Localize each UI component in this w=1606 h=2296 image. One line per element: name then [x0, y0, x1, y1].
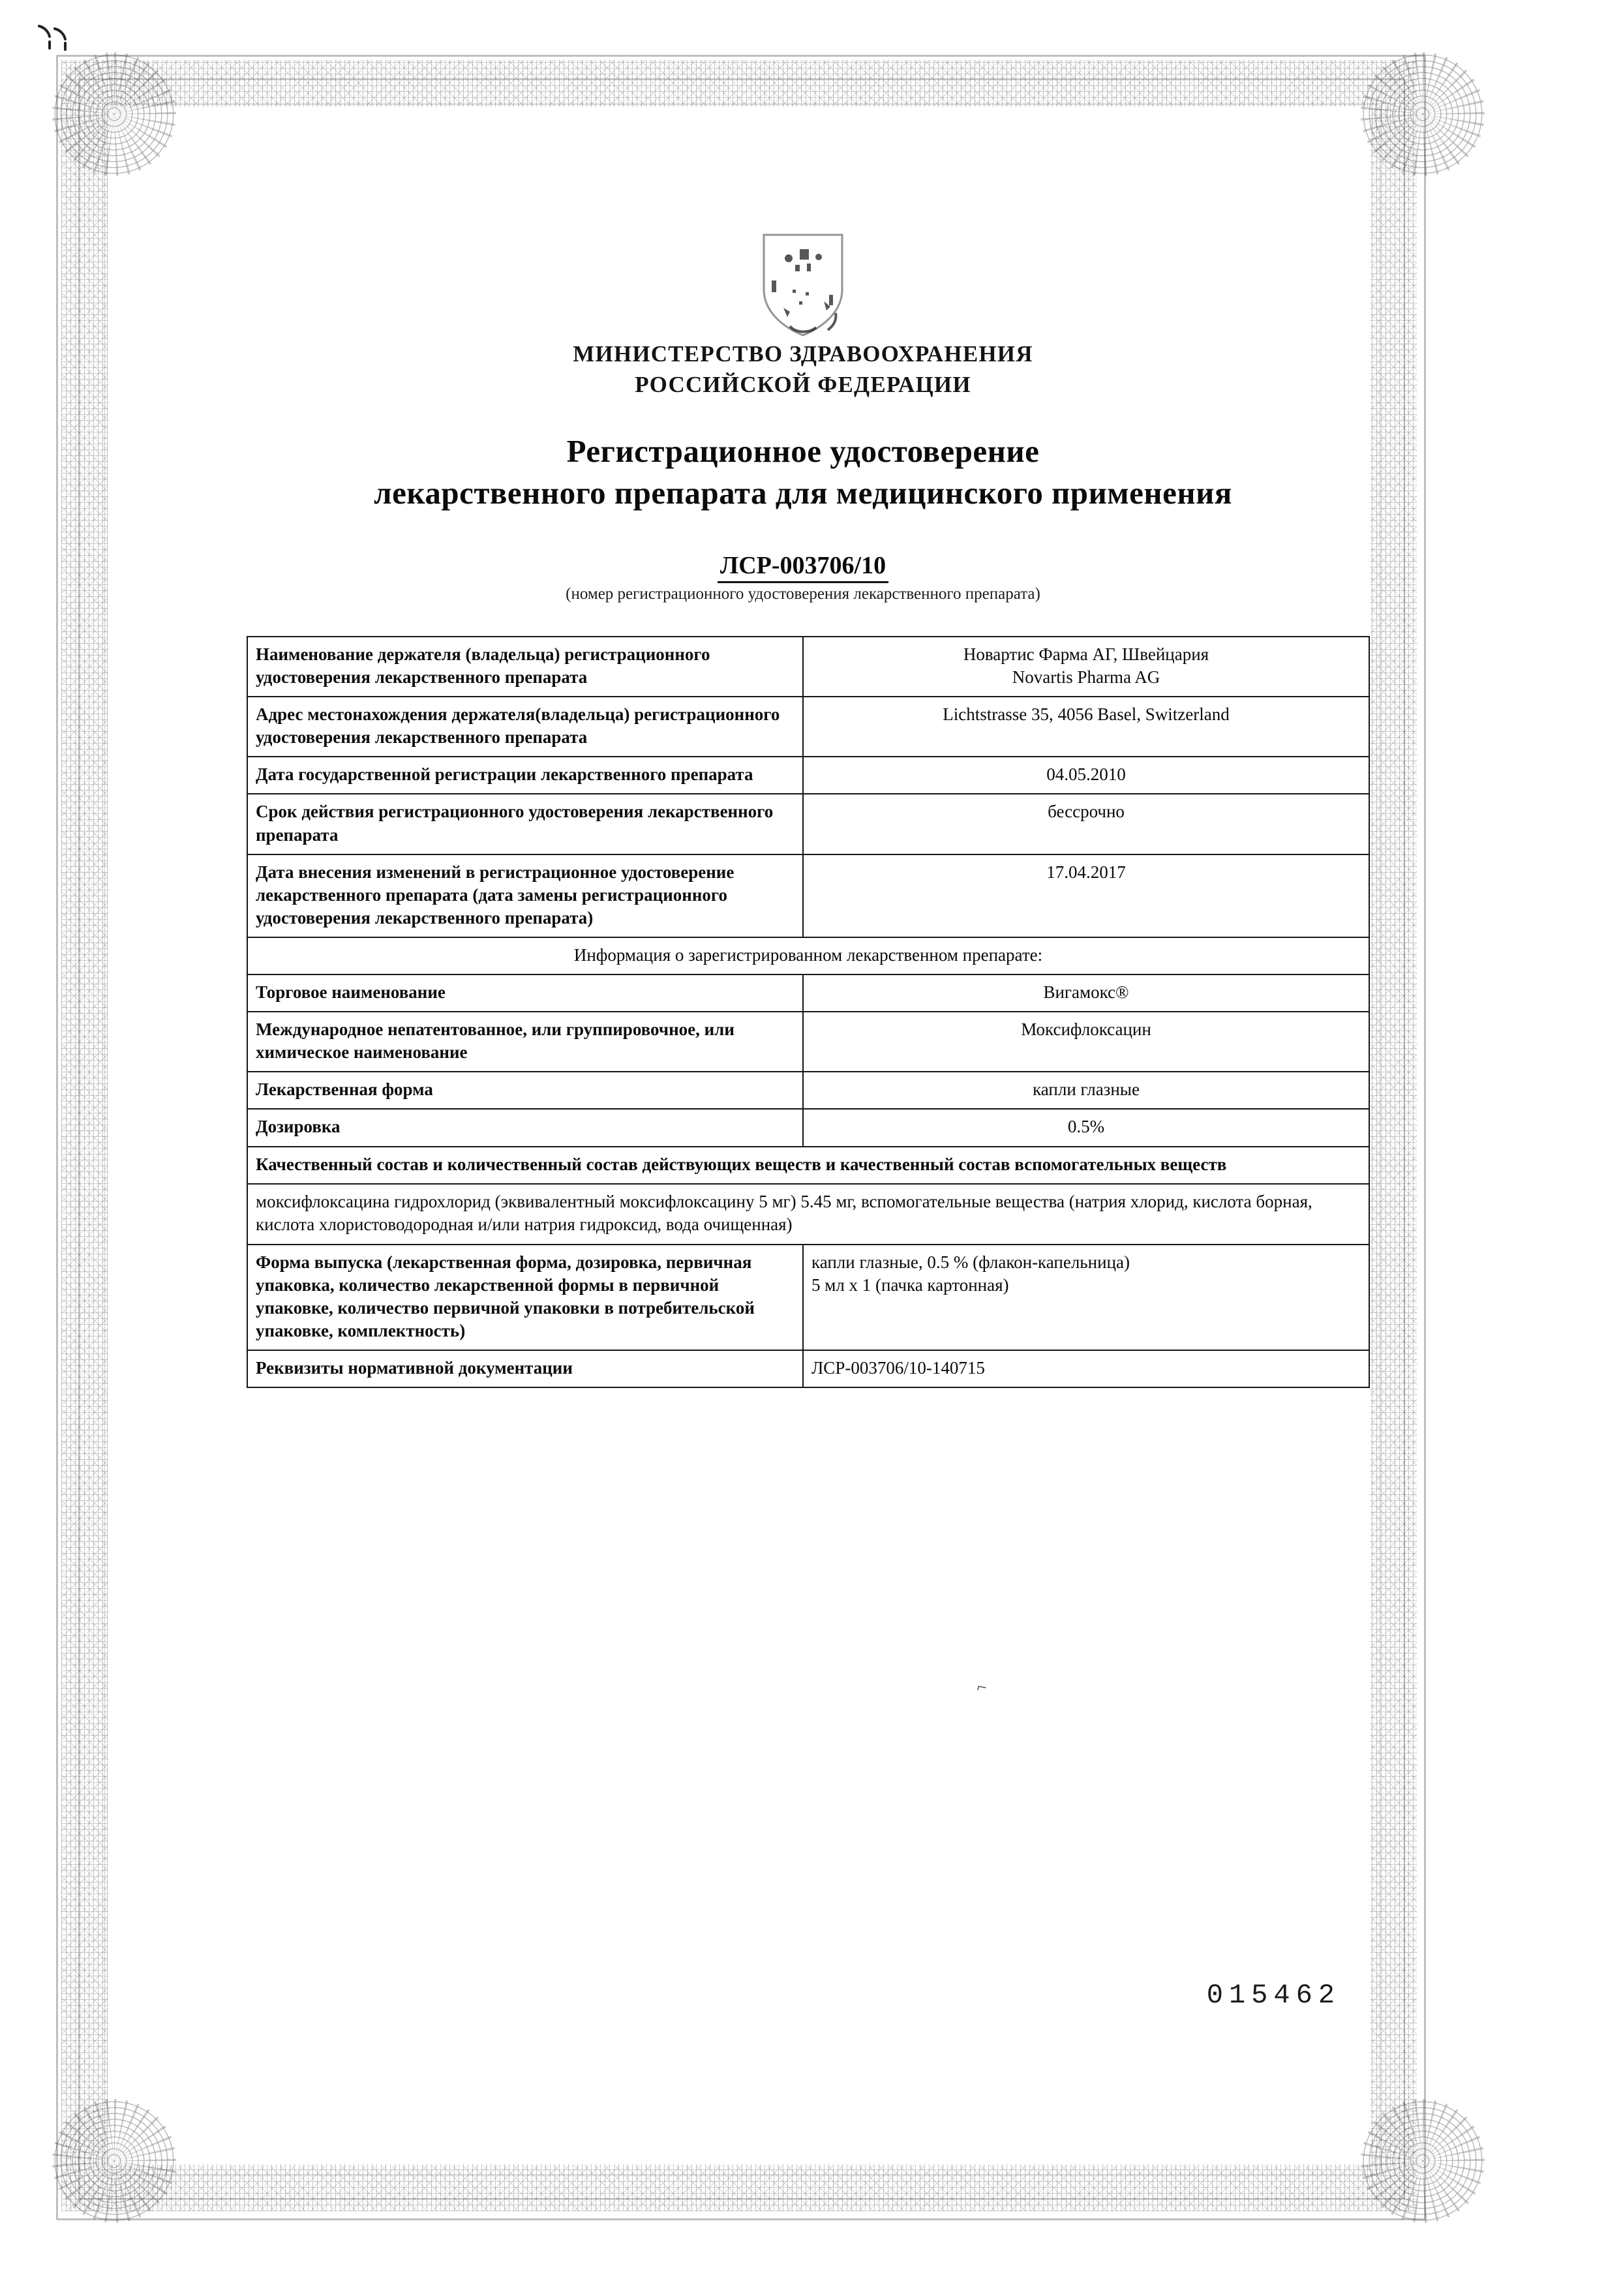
table-row	[247, 757, 1369, 794]
corner-rosette-bottom-left	[52, 2099, 176, 2223]
table-row	[247, 1072, 1369, 1109]
title-line-1: Регистрационное удостоверение	[566, 433, 1040, 469]
registration-number-value: ЛСР-003706/10	[718, 552, 888, 583]
stray-ink-mark: ⌐	[975, 1676, 989, 1698]
row-value-line-2: Novartis Pharma AG	[1012, 667, 1160, 687]
registration-number-caption: (номер регистрационного удостоверения лекарственного препарата)	[566, 585, 1040, 603]
row-label: Реквизиты нормативной документации	[247, 1350, 803, 1387]
table-row	[247, 1350, 1369, 1387]
corner-rosette-top-left	[52, 52, 176, 176]
row-value: 0.5%	[803, 1109, 1369, 1146]
ministry-line-2: РОССИЙСКОЙ ФЕДЕРАЦИИ	[635, 371, 971, 397]
ministry-heading	[0, 339, 1606, 400]
row-value-line-1: Новартис Фарма АГ, Швейцария	[963, 644, 1209, 664]
row-label: Форма выпуска (лекарственная форма, дозировка, первичная упаковка, количество лекарственной формы в первичной упаковке, количество первичной упаковки в потребительской упаковке, комплектность)	[247, 1245, 803, 1350]
title-line-2: лекарственного препарата для медицинского применения	[374, 474, 1232, 511]
composition-text-row	[247, 1184, 1369, 1245]
row-label: Лекарственная форма	[247, 1072, 803, 1109]
table-row	[247, 1109, 1369, 1146]
composition-header-row	[247, 1147, 1369, 1184]
row-value	[803, 697, 1369, 757]
row-value	[803, 1245, 1369, 1350]
table-row	[247, 697, 1369, 757]
state-emblem	[738, 230, 868, 340]
corner-rosette-top-right	[1361, 52, 1485, 176]
row-value: бессрочно	[803, 794, 1369, 854]
section-header: Информация о зарегистрированном лекарственном препарате:	[247, 937, 1369, 974]
table-section-header-row	[247, 937, 1369, 974]
composition-text: моксифлоксацина гидрохлорид (эквивалентный моксифлоксацину 5 мг) 5.45 мг, вспомогательные вещества (натрия хлорид, кислота борная, кислота хлористоводородная и/или натрия гидроксид, вода очищенная)	[247, 1184, 1369, 1245]
table-row	[247, 974, 1369, 1012]
composition-header: Качественный состав и количественный состав действующих веществ и качественный состав вспомогательных веществ	[247, 1147, 1369, 1184]
serial-number: 015462	[1206, 1980, 1341, 2011]
table-row	[247, 1245, 1369, 1350]
coat-of-arms-icon	[738, 230, 868, 340]
row-label: Торговое наименование	[247, 974, 803, 1012]
table-row	[247, 794, 1369, 854]
row-value-line-1: Lichtstrasse 35, 4056 Basel, Switzerland	[943, 704, 1230, 725]
table-row	[247, 1012, 1369, 1072]
row-value: 04.05.2010	[803, 757, 1369, 794]
row-value: ЛСР-003706/10-140715	[803, 1350, 1369, 1387]
row-value: капли глазные	[803, 1072, 1369, 1109]
row-label: Срок действия регистрационного удостоверения лекарственного препарата	[247, 794, 803, 854]
row-label: Дозировка	[247, 1109, 803, 1146]
row-value: 17.04.2017	[803, 854, 1369, 937]
release-form-line-1: капли глазные, 0.5 % (флакон-капельница)	[811, 1252, 1130, 1272]
release-form-line-2: 5 мл х 1 (пачка картонная)	[811, 1275, 1009, 1295]
stray-pen-mark	[34, 14, 80, 53]
row-value: Вигамокс®	[803, 974, 1369, 1012]
page-title	[0, 430, 1606, 513]
row-label: Адрес местонахождения держателя(владельца) регистрационного удостоверения лекарственного препарата	[247, 697, 803, 757]
registration-data-table	[247, 636, 1370, 1388]
row-label: Наименование держателя (владельца) регистрационного удостоверения лекарственного препарата	[247, 637, 803, 697]
row-label: Дата внесения изменений в регистрационное удостоверение лекарственного препарата (дата замены регистрационного удостоверения лекарственного препарата)	[247, 854, 803, 937]
row-value: Моксифлоксацин	[803, 1012, 1369, 1072]
row-label: Дата государственной регистрации лекарственного препарата	[247, 757, 803, 794]
corner-rosette-bottom-right	[1361, 2099, 1485, 2223]
row-label: Международное непатентованное, или группировочное, или химическое наименование	[247, 1012, 803, 1072]
ministry-line-1: МИНИСТЕРСТВО ЗДРАВООХРАНЕНИЯ	[573, 341, 1033, 367]
registration-number	[0, 551, 1606, 580]
row-value	[803, 637, 1369, 697]
table-row	[247, 637, 1369, 697]
table-row	[247, 854, 1369, 937]
